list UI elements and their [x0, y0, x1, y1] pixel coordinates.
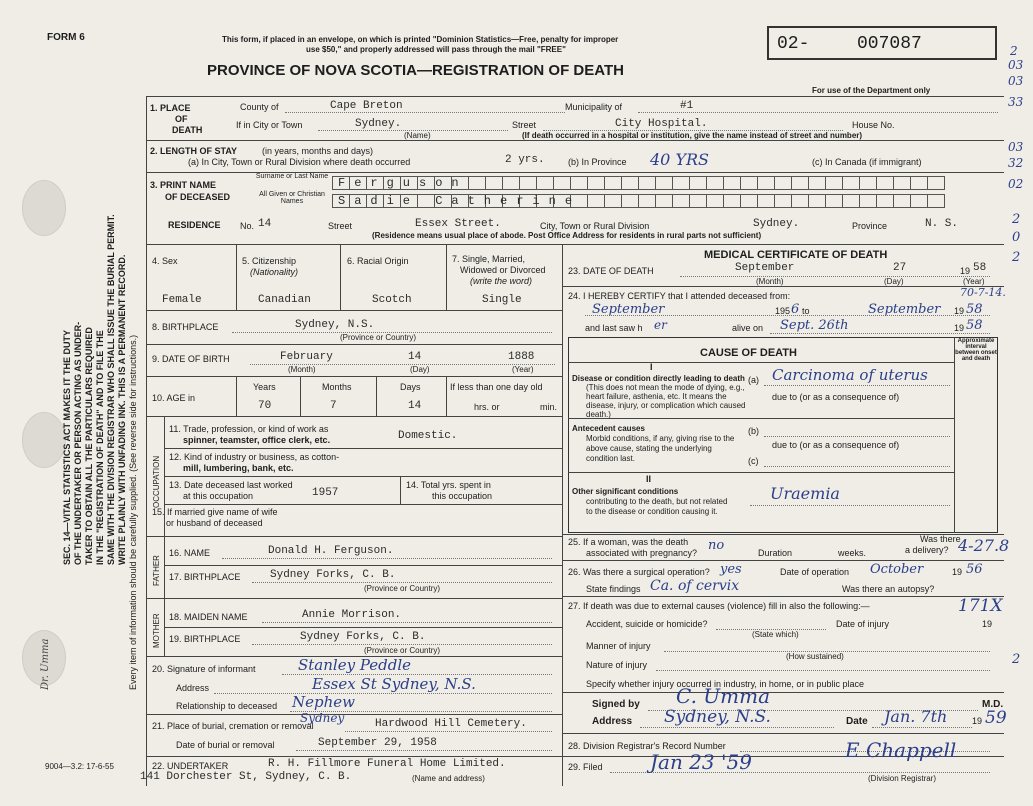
- stay-sub: (in years, months and days): [262, 146, 374, 156]
- residence-province: N. S.: [925, 218, 959, 230]
- row-divider: [568, 418, 954, 419]
- day-note: (Day): [884, 277, 904, 286]
- fill-line: [285, 112, 565, 113]
- stay-province-value: 40 YRS: [650, 150, 710, 169]
- fill-line: [252, 644, 552, 645]
- years-label: Years: [253, 382, 276, 392]
- q27-label: 27. If death was due to external causes (violence) fill in also the following:—: [568, 601, 870, 611]
- margin-code: 03: [1008, 58, 1024, 72]
- attended-from: September: [592, 302, 665, 317]
- sex-label: 4. Sex: [152, 256, 178, 266]
- row-divider: [146, 344, 562, 345]
- surname-label: Surname or Last Name: [255, 173, 329, 180]
- burial-date-label: Date of burial or removal: [176, 740, 275, 750]
- place-label: 1. PLACE: [150, 103, 191, 113]
- marital-label: 7. Single, Married,: [452, 254, 526, 264]
- how-sustained-note: (How sustained): [786, 652, 844, 661]
- mother-side-label: MOTHER: [152, 613, 161, 648]
- row-divider: [146, 598, 562, 599]
- name-addr-note: (Name and address): [412, 774, 485, 783]
- father-name-label: 16. NAME: [169, 548, 211, 558]
- birthplace-note: (Province or Country): [340, 333, 417, 342]
- marital-label: (write the word): [470, 276, 533, 286]
- findings-value: Ca. of cervix: [650, 578, 740, 594]
- q26-label: 26. Was there a surgical operation?: [568, 567, 710, 577]
- to-label: to: [802, 306, 810, 316]
- informant-signature: Stanley Peddle: [298, 656, 411, 674]
- day-note: (Day): [410, 365, 430, 374]
- hrs-label: hrs. or: [474, 402, 500, 412]
- fill-line: [296, 750, 552, 751]
- q27-margin: 171X: [958, 596, 1003, 616]
- undertaker-label: 22. UNDERTAKER: [152, 761, 229, 771]
- informant-address: Essex St Sydney, N.S.: [312, 675, 476, 693]
- interval-divider: [954, 337, 955, 533]
- q28-label: 28. Division Registrar's Record Number: [568, 741, 726, 751]
- other-label: Other significant conditions: [572, 487, 679, 496]
- cell-divider: [340, 244, 341, 310]
- signature-date-label: Date: [846, 716, 868, 727]
- cell-divider: [300, 376, 301, 416]
- cell-divider: [376, 376, 377, 416]
- q24-label: 24. I HEREBY CERTIFY that I attended deceased from:: [568, 291, 791, 301]
- mother-note: (Province or Country): [364, 646, 441, 655]
- form-title: PROVINCE OF NOVA SCOTIA—REGISTRATION OF DEATH: [207, 62, 624, 79]
- row-divider: [568, 472, 954, 473]
- county-label: County of: [240, 102, 279, 112]
- frame-top: [146, 96, 1004, 97]
- burial-place-hand: Sydney: [300, 711, 345, 725]
- op-date-label: Date of operation: [780, 567, 850, 577]
- q25-margin: 4-27.8: [958, 536, 1010, 555]
- father-name: Donald H. Ferguson.: [268, 545, 394, 557]
- injury-date-label: Date of injury: [836, 619, 890, 629]
- margin-code: 33: [1008, 95, 1024, 109]
- alive-year: 58: [966, 318, 983, 333]
- death-day: 27: [893, 262, 907, 274]
- fill-line: [872, 727, 972, 728]
- q25-label: associated with pregnancy?: [586, 548, 698, 558]
- citizenship-sub: (Nationality): [250, 267, 299, 277]
- injury-year-prefix: 19: [982, 619, 993, 629]
- residence-city: Sydney.: [753, 218, 800, 230]
- given-value: Sadie Catherine: [338, 194, 582, 208]
- weeks-label: weeks.: [838, 548, 867, 558]
- q12-label: mill, lumbering, bank, etc.: [183, 463, 294, 473]
- stay-city-value: 2 yrs.: [505, 154, 545, 166]
- margin-code: 0: [1012, 230, 1021, 245]
- street-value: City Hospital.: [615, 118, 708, 130]
- other-value: Uraemia: [770, 484, 840, 503]
- occupation-side-label: OCCUPATION: [152, 455, 161, 508]
- name-note: (Name): [404, 131, 431, 140]
- doctor-note: Dr. Umma: [40, 638, 51, 690]
- postal-note-line1: This form, if placed in an envelope, on which is printed "Dominion Statistics—Free, penalty for improper: [222, 35, 619, 44]
- row-divider: [146, 756, 562, 757]
- md-label: M.D.: [982, 699, 1004, 710]
- relation-value: Nephew: [292, 693, 355, 711]
- mother-birthplace-label: 19. BIRTHPLACE: [169, 634, 241, 644]
- relation-label: Relationship to deceased: [176, 701, 278, 711]
- alive-label: alive on: [732, 323, 764, 333]
- act-text-line: SEC. 14—VITAL STATISTICS ACT MAKES IT THE DUTY: [62, 329, 72, 565]
- margin-code: 02: [1008, 177, 1024, 191]
- medical-title: MEDICAL CERTIFICATE OF DEATH: [704, 249, 888, 261]
- margin-code: 03: [1008, 74, 1024, 88]
- city-value: Sydney.: [355, 118, 402, 130]
- q25-value: no: [708, 538, 725, 553]
- cell-divider: [236, 244, 237, 310]
- attended-to-year-prefix: 19: [954, 306, 965, 316]
- row-divider: [146, 416, 562, 417]
- part-one-label: I: [650, 362, 653, 372]
- signature-year-prefix: 19: [972, 716, 983, 726]
- given-label: All Given or Christian Names: [259, 191, 325, 205]
- row-divider: [562, 286, 1004, 287]
- antecedent-note: Morbid conditions, if any, giving rise to the above cause, stating the underlying condition last.: [586, 434, 735, 463]
- informant-address-label: Address: [176, 683, 210, 693]
- row-divider: [568, 362, 954, 363]
- place-label: DEATH: [172, 125, 203, 135]
- fill-line: [680, 276, 990, 277]
- last-saw-suffix: er: [654, 318, 667, 332]
- age-label: 10. AGE in: [152, 393, 196, 403]
- age-days: 14: [408, 400, 422, 412]
- signature-address-label: Address: [592, 716, 633, 727]
- days-label: Days: [400, 382, 421, 392]
- months-label: Months: [322, 382, 352, 392]
- name-label: OF DECEASED: [165, 192, 231, 202]
- age-years: 70: [258, 400, 272, 412]
- disease-label: Disease or condition directly leading to death: [572, 374, 745, 383]
- filed-date: Jan 23 '59: [650, 750, 752, 774]
- registrar-note: (Division Registrar): [868, 774, 937, 783]
- marital-label: Widowed or Divorced: [460, 265, 546, 275]
- birthplace-value: Sydney, N.S.: [295, 319, 375, 331]
- stay-province-label: (b) In Province: [568, 157, 627, 167]
- signature-year: 59: [985, 708, 1007, 728]
- row-divider: [562, 733, 1004, 734]
- burial-place: Hardwood Hill Cemetery.: [375, 718, 527, 730]
- punch-hole: [22, 412, 66, 468]
- residence-note: (Residence means usual place of abode. Post Office Address for residents in rural parts not sufficient): [372, 231, 762, 240]
- q29-label: 29. Filed: [568, 762, 603, 772]
- act-text-line: TAKER TO OBTAIN ALL THE PARTICULARS REQUIRED: [84, 327, 94, 565]
- nature-label: Nature of injury: [586, 660, 648, 670]
- act-text-line: SAME WITH THE DIVISION REGISTRAR WHO SHALL ISSUE THE BURIAL PERMIT.: [106, 214, 116, 565]
- residence-no: 14: [258, 218, 272, 230]
- q13-value: 1957: [312, 487, 339, 499]
- informant-sig-label: 20. Signature of informant: [152, 664, 256, 674]
- sex-value: Female: [162, 294, 202, 306]
- margin-code: 03: [1008, 140, 1024, 154]
- row-divider: [146, 310, 562, 311]
- year-note: (Year): [963, 277, 985, 286]
- op-year: 56: [966, 562, 983, 577]
- disease-note: (This does not mean the mode of dying, e.g., heart failure, asthenia, etc. It means the disease, injury, or complication which caused death.): [586, 383, 746, 419]
- q13-label: 13. Date deceased last worked: [169, 480, 293, 490]
- other-note: contributing to the death, but not related to the disease or condition causing it.: [586, 497, 728, 516]
- dob-label: 9. DATE OF BIRTH: [152, 354, 230, 364]
- delivery-label: a delivery?: [905, 545, 949, 555]
- duration-label: Duration: [758, 548, 793, 558]
- municipality-label: Municipality of: [565, 102, 623, 112]
- signature-date: Jan. 7th: [884, 707, 948, 726]
- row-divider: [562, 596, 1004, 597]
- side-divider: [164, 536, 165, 598]
- fill-line: [638, 112, 998, 113]
- racial-value: Scotch: [372, 294, 412, 306]
- residence-label: RESIDENCE: [168, 220, 221, 230]
- lt-day-label: If less than one day old: [450, 382, 543, 392]
- residence-city-label: City, Town or Rural Division: [540, 221, 650, 231]
- margin-code: 2: [1012, 250, 1021, 265]
- signed-label: Signed by: [592, 699, 640, 710]
- age-months: 7: [330, 400, 337, 412]
- act-text-line: IN THE "REGISTRATION OF DEATH" AND TO FILE THE: [95, 330, 105, 565]
- burial-date: September 29, 1958: [318, 737, 437, 749]
- place-label: OF: [175, 114, 188, 124]
- fill-line: [764, 466, 950, 467]
- row-divider: [164, 627, 562, 628]
- interval-label: Approximate interval between onset and death: [955, 338, 997, 362]
- fill-line: [750, 505, 950, 506]
- form-number: FORM 6: [47, 32, 85, 43]
- margin-code: 2: [1010, 44, 1018, 58]
- death-year-prefix: 19: [960, 266, 971, 276]
- postal-note-line2: use $50," and properly addressed will pass through the mail "FREE": [306, 45, 566, 54]
- fill-line: [656, 670, 990, 671]
- q26-value: yes: [720, 562, 742, 577]
- residence-street: Essex Street.: [415, 218, 501, 230]
- act-text-line: WRITE PLAINLY WITH UNFADING INK. THIS IS A PERMANENT RECORD.: [117, 254, 127, 565]
- year-note: (Year): [512, 365, 534, 374]
- cause-title: CAUSE OF DEATH: [700, 347, 797, 359]
- q11-value: Domestic.: [398, 430, 458, 442]
- form-code: 9004—3.2: 17-6-55: [45, 762, 114, 771]
- name-label: 3. PRINT NAME: [150, 180, 217, 190]
- specify-label: Specify whether injury occurred in industry, in home, or in public place: [586, 679, 864, 689]
- row-divider: [164, 565, 562, 566]
- frame-left: [146, 96, 147, 786]
- residence-street-label: Street: [328, 221, 353, 231]
- surname-value: Ferguson: [338, 176, 468, 190]
- margin-code: 2: [1012, 212, 1021, 227]
- attended-from-year: 6: [791, 302, 800, 317]
- month-note: (Month): [288, 365, 316, 374]
- part-two-label: II: [646, 474, 652, 484]
- fill-line: [345, 731, 552, 732]
- q13-label: at this occupation: [183, 491, 254, 501]
- op-date: October: [870, 562, 924, 577]
- stay-city-label: (a) In City, Town or Rural Division where death occurred: [188, 157, 411, 167]
- burial-place-label: 21. Place of burial, cremation or removal: [152, 721, 314, 731]
- citizenship-label: 5. Citizenship: [242, 256, 297, 266]
- manner-label: Manner of injury: [586, 641, 651, 651]
- op-year-prefix: 19: [952, 567, 963, 577]
- county-value: Cape Breton: [330, 100, 403, 112]
- q11-label: 11. Trade, profession, or kind of work as: [169, 424, 329, 434]
- delivery-label: Was there: [920, 534, 961, 544]
- q25-label: 25. If a woman, was the death: [568, 537, 689, 547]
- cause-c-label: (c): [748, 456, 759, 466]
- fill-line: [764, 436, 950, 437]
- residence-province-label: Province: [852, 221, 888, 231]
- death-year: 58: [973, 262, 987, 274]
- mother-birthplace: Sydney Forks, C. B.: [300, 631, 426, 643]
- fill-line: [764, 385, 950, 386]
- state-which-note: (State which): [752, 630, 799, 639]
- antecedent-label: Antecedent causes: [572, 424, 645, 433]
- registrar-signature: E Chappell: [845, 738, 957, 762]
- margin-code: 32: [1008, 156, 1024, 170]
- house-label: House No.: [852, 120, 895, 130]
- fill-line: [214, 693, 552, 694]
- due-to-label: due to (or as a consequence of): [772, 392, 900, 402]
- q12-label: 12. Kind of industry or business, as cotton-: [169, 452, 340, 462]
- q11-label: spinner, teamster, office clerk, etc.: [183, 435, 331, 445]
- row-divider: [146, 714, 562, 715]
- cell-divider: [236, 376, 237, 416]
- act-text-line: Every item of information should be carefully supplied. (See reverse side for instructions.): [128, 334, 138, 690]
- row-divider: [562, 560, 1004, 561]
- row-divider: [164, 448, 562, 449]
- father-note: (Province or Country): [364, 584, 441, 593]
- row-divider: [146, 140, 1004, 141]
- autopsy-label: Was there an autopsy?: [842, 584, 935, 594]
- physician-signature: C. Umma: [676, 684, 771, 708]
- q15-label: or husband of deceased: [166, 518, 263, 528]
- maiden-label: 18. MAIDEN NAME: [169, 612, 248, 622]
- maiden-name: Annie Morrison.: [302, 609, 402, 621]
- row-divider: [164, 504, 562, 505]
- residence-no-label: No.: [240, 221, 255, 231]
- row-divider: [146, 244, 1004, 245]
- stay-canada-label: (c) In Canada (if immigrant): [812, 157, 922, 167]
- racial-label: 6. Racial Origin: [347, 256, 409, 266]
- father-birthplace: Sydney Forks, C. B.: [270, 569, 396, 581]
- accident-label: Accident, suicide or homicide?: [586, 619, 708, 629]
- dob-month: February: [280, 351, 333, 363]
- hospital-note: (If death occurred in a hospital or institution, give the name instead of street and number): [522, 131, 863, 140]
- column-divider: [562, 244, 563, 786]
- signature-address: Sydney, N.S.: [664, 707, 771, 727]
- fill-line: [262, 622, 552, 623]
- fill-line: [222, 558, 552, 559]
- q15-label: 15. If married give name of wife: [152, 507, 278, 517]
- cause-a-label: (a): [748, 375, 759, 385]
- act-text-line: OF THE UNDERTAKER OR PERSON ACTING AS UNDER-: [73, 321, 83, 565]
- cause-a-value: Carcinoma of uterus: [772, 366, 928, 384]
- registration-number-box: [767, 26, 997, 60]
- margin-code: 2: [1012, 652, 1021, 667]
- findings-label: State findings: [586, 584, 641, 594]
- q24-margin-note: 70-7-14.: [960, 286, 1006, 299]
- marital-value: Single: [482, 294, 522, 306]
- fill-line: [252, 582, 552, 583]
- alive-year-prefix: 19: [954, 323, 965, 333]
- municipality-value: #1: [680, 100, 694, 112]
- dob-day: 14: [408, 351, 422, 363]
- stay-label: 2. LENGTH OF STAY: [150, 146, 238, 156]
- street-label: Street: [512, 120, 537, 130]
- death-month: September: [735, 262, 795, 274]
- undertaker-address: 141 Dorchester St, Sydney, C. B.: [140, 771, 352, 783]
- birthplace-label: 8. BIRTHPLACE: [152, 322, 219, 332]
- q14-label: 14. Total yrs. spent in: [406, 480, 491, 490]
- undertaker-name: R. H. Fillmore Funeral Home Limited.: [268, 758, 506, 770]
- q14-label: this occupation: [432, 491, 493, 501]
- row-divider: [164, 476, 562, 477]
- dept-use-note: For use of the Department only: [812, 86, 931, 95]
- row-divider: [562, 692, 1004, 693]
- alive-on: Sept. 26th: [780, 318, 849, 333]
- citizenship-value: Canadian: [258, 294, 311, 306]
- month-note: (Month): [756, 277, 784, 286]
- q23-label: 23. DATE OF DEATH: [568, 266, 654, 276]
- father-side-label: FATHER: [152, 555, 161, 586]
- punch-hole: [22, 180, 66, 236]
- father-birthplace-label: 17. BIRTHPLACE: [169, 572, 241, 582]
- dob-year: 1888: [508, 351, 535, 363]
- reg-prefix: 02-: [777, 34, 810, 54]
- cell-divider: [446, 244, 447, 310]
- row-divider: [146, 376, 562, 377]
- min-label: min.: [540, 402, 558, 412]
- cell-divider: [446, 376, 447, 416]
- row-divider: [146, 536, 562, 537]
- cause-b-label: (b): [748, 426, 759, 436]
- fill-line: [770, 333, 990, 334]
- fill-line: [640, 727, 834, 728]
- cell-divider: [400, 476, 401, 504]
- attended-to-year: 58: [966, 302, 983, 317]
- attended-to: September: [868, 302, 941, 317]
- city-label: If in City or Town: [236, 120, 303, 130]
- attended-from-year-prefix: 195: [775, 306, 791, 316]
- reg-number: 007087: [857, 34, 922, 54]
- last-saw-label: and last saw h: [585, 323, 643, 333]
- due-to-label: due to (or as a consequence of): [772, 440, 900, 450]
